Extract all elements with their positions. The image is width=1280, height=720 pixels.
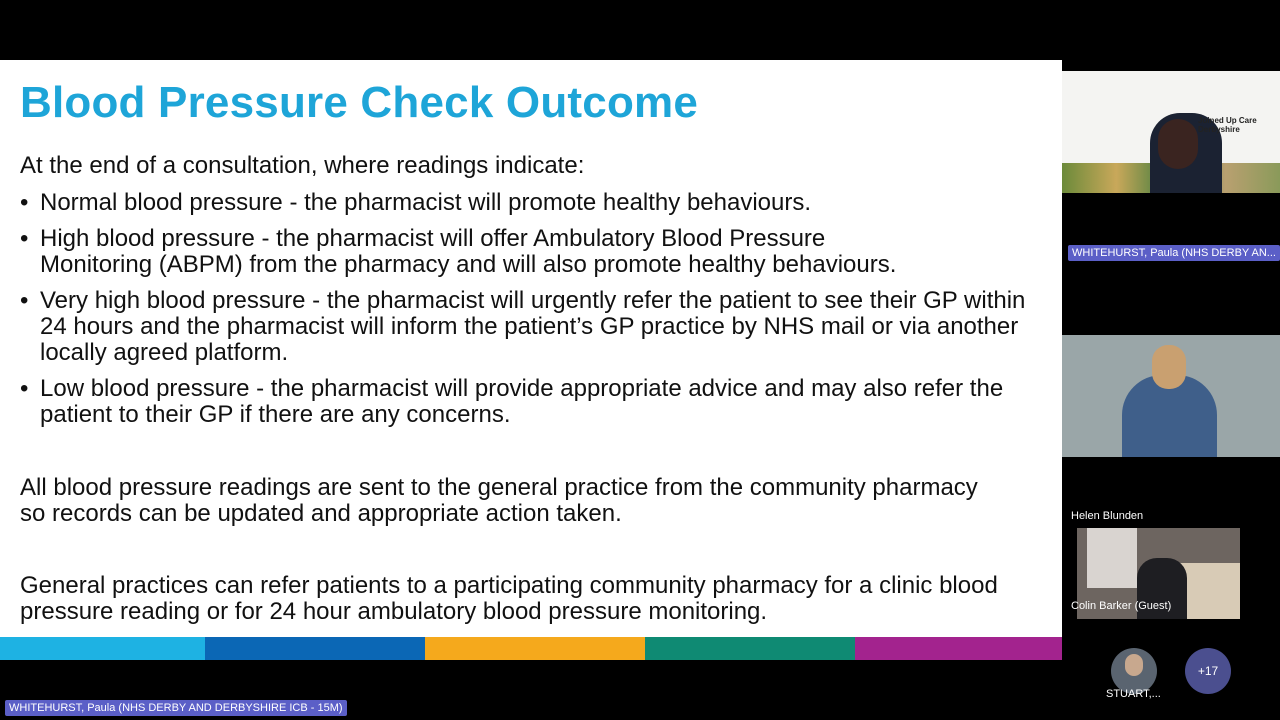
bullet-very-high: • Very high blood pressure - the pharmacist will urgently refer the patient to see their GP within 24 hours and the pharmacist will inform the patient’s GP practice by NHS mail or via another locally agreed platform. [20,287,1026,366]
logo-text: Joined Up Care Derbyshire [1198,116,1257,134]
bullet-text: Normal blood pressure - the pharmacist will promote healthy behaviours. [40,189,812,216]
presenter-label: WHITEHURST, Paula (NHS DERBY AND DERBYSHIRE ICB - 15M) [5,700,347,716]
slide-para-readings: All blood pressure readings are sent to the general practice from the community pharmacy so records can be updated and appropriate action taken. [20,474,978,527]
bullet-text: Low blood pressure - the pharmacist will provide appropriate advice and may also refer the patient to their GP if there are any concerns. [40,375,1004,428]
color-bar [0,637,1062,660]
participant-name-colin: Colin Barker (Guest) [1071,600,1172,612]
bar-segment [855,637,1062,660]
participant-name-paula: WHITEHURST, Paula (NHS DERBY AN... [1068,245,1280,261]
bar-segment [645,637,855,660]
bullet-text: High blood pressure - the pharmacist will offer Ambulatory Blood Pressure Monitoring (ABPM) from the pharmacy and will also promote healthy behaviours. [40,225,897,278]
video-tile-paula[interactable] [1062,71,1280,193]
bullet-high: • High blood pressure - the pharmacist will offer Ambulatory Blood Pressure Monitoring (ABPM) from the pharmacy and will also promote healthy behaviours. [20,225,897,278]
slide-intro: At the end of a consultation, where readings indicate: [20,152,585,179]
slide-title: Blood Pressure Check Outcome [20,78,699,127]
video-tile-helen[interactable] [1062,335,1280,457]
drawers [1179,563,1240,619]
participant-head [1158,119,1198,169]
bar-segment [425,637,645,660]
bar-segment [0,637,205,660]
bullet-low: • Low blood pressure - the pharmacist will provide appropriate advice and may also refer the patient to their GP if there are any concerns. [20,375,1004,428]
participant-name-helen: Helen Blunden [1071,510,1144,522]
more-participants-button[interactable]: +17 [1185,648,1231,694]
bullet-normal: • Normal blood pressure - the pharmacist will promote healthy behaviours. [20,189,812,216]
bar-segment [205,637,425,660]
slide-para-referral: General practices can refer patients to a participating community pharmacy for a clinic blood pressure reading or for 24 hour ambulatory blood pressure monitoring. [20,572,998,625]
participant-name-stuart: STUART,... [1106,688,1161,700]
bullet-text: Very high blood pressure - the pharmacist will urgently refer the patient to see their GP within 24 hours and the pharmacist will inform the patient’s GP practice by NHS mail or via another locally agreed platform. [40,287,1026,366]
avatar-face [1125,654,1143,676]
shared-slide [0,60,1062,660]
window [1087,528,1137,588]
participant-head [1152,345,1186,389]
